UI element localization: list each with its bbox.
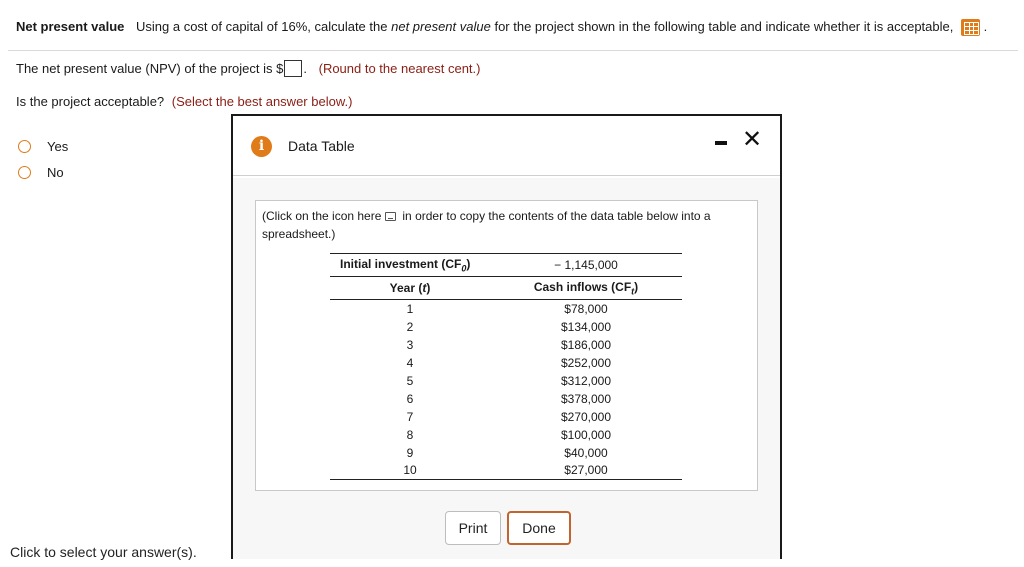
table-row xyxy=(330,426,682,444)
dialog-body xyxy=(233,178,780,559)
info-icon: i xyxy=(251,136,272,157)
col-year-header: Year (t) xyxy=(330,277,490,300)
initial-investment-row xyxy=(330,254,682,277)
cash-flow-table xyxy=(330,253,682,480)
year-cell: 10 xyxy=(330,462,490,480)
year-cell: 5 xyxy=(406,373,414,388)
table-row xyxy=(330,444,682,462)
acceptable-question xyxy=(16,94,352,109)
initial-investment-value: − 1,145,000 xyxy=(490,254,682,277)
cash-inflow-cell: $27,000 xyxy=(490,462,682,480)
acceptable-prompt: Is the project acceptable? xyxy=(16,94,165,109)
year-cell: 2 xyxy=(406,319,414,334)
dialog-header xyxy=(233,116,780,176)
table-row xyxy=(330,318,682,336)
table-header-row xyxy=(330,277,682,300)
question-text-prefix: Using a cost of capital of 16%, calculate the xyxy=(136,19,388,34)
cash-inflow-cell: $252,000 xyxy=(560,355,612,370)
col-cash-inflows-header: Cash inflows $(CF_t)$ xyxy=(490,277,682,300)
question-title: Net present value xyxy=(16,19,125,34)
npv-hint: (Round to the nearest cent.) xyxy=(318,61,481,76)
table-row xyxy=(330,300,682,318)
footer-note: Click to select your answer(s). xyxy=(10,544,197,560)
table-body xyxy=(330,300,682,480)
radio-yes[interactable] xyxy=(18,140,31,153)
option-yes[interactable] xyxy=(18,133,68,159)
dialog-title: Data Table xyxy=(288,138,355,154)
cash-inflow-cell: $312,000 xyxy=(560,373,612,388)
cash-inflow-cell: $186,000 xyxy=(560,337,612,352)
radio-no[interactable] xyxy=(18,166,31,179)
option-no-label: No xyxy=(47,164,64,180)
table-row xyxy=(330,462,682,480)
data-panel xyxy=(255,200,758,491)
option-no[interactable] xyxy=(18,159,68,185)
year-cell: 3 xyxy=(406,337,414,352)
table-row xyxy=(330,336,682,354)
print-button[interactable]: Print xyxy=(445,511,501,545)
divider xyxy=(8,50,1018,51)
table-row xyxy=(330,372,682,390)
done-button[interactable]: Done xyxy=(507,511,571,545)
initial-investment-label: Initial investment $(CF_0)$ xyxy=(330,254,490,277)
question-trailing: . xyxy=(983,19,988,34)
question-header xyxy=(16,19,1016,36)
npv-prefix: The net present value (NPV) of the project is $ xyxy=(16,61,284,76)
close-icon[interactable]: ✕ xyxy=(742,125,763,153)
data-table-dialog xyxy=(231,114,782,559)
copy-suffix: in order to copy the contents of the data table below into a spreadsheet.) xyxy=(262,209,711,241)
table-row xyxy=(330,390,682,408)
copy-to-spreadsheet-icon[interactable] xyxy=(385,212,396,221)
year-cell: 1 xyxy=(406,301,414,316)
cash-inflow-cell: $378,000 xyxy=(560,391,612,406)
data-table-icon[interactable] xyxy=(961,19,980,36)
acceptable-hint: (Select the best answer below.) xyxy=(171,94,353,109)
cash-inflow-cell: $78,000 xyxy=(564,301,608,316)
year-cell: 4 xyxy=(406,355,414,370)
cash-inflow-cell: $270,000 xyxy=(560,409,612,424)
year-cell: 8 xyxy=(406,427,414,442)
npv-suffix: . xyxy=(303,61,307,76)
year-cell: 7 xyxy=(406,409,414,424)
table-row xyxy=(330,354,682,372)
copy-instructions xyxy=(262,207,752,243)
cash-inflow-cell: $100,000 xyxy=(560,427,612,442)
copy-prefix: (Click on the icon here xyxy=(262,209,382,223)
cash-inflow-cell: $40,000 xyxy=(564,445,608,460)
year-cell: 6 xyxy=(406,391,414,406)
question-text-emphasis: net present value xyxy=(391,19,491,34)
cash-inflow-cell: $134,000 xyxy=(560,319,612,334)
npv-answer-input[interactable] xyxy=(284,60,302,77)
minimize-icon[interactable] xyxy=(715,141,727,145)
question-text-suffix: for the project shown in the following table and indicate whether it is acceptable, xyxy=(494,19,954,34)
year-cell: 9 xyxy=(406,445,414,460)
table-row xyxy=(330,408,682,426)
npv-question xyxy=(16,61,480,78)
option-yes-label: Yes xyxy=(47,138,69,154)
answer-options xyxy=(18,133,68,185)
